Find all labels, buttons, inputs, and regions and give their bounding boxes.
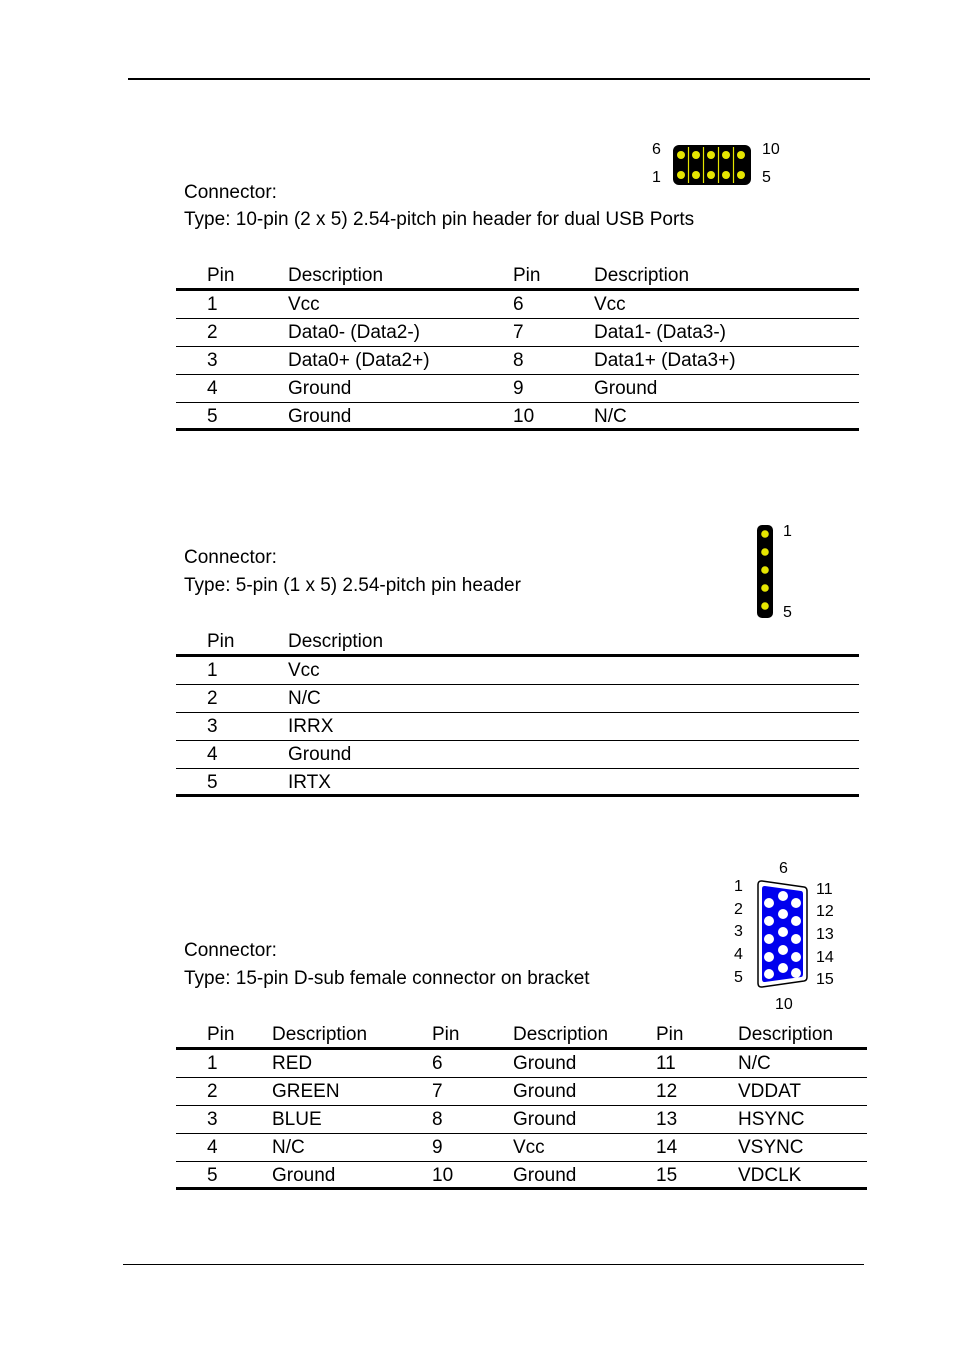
usb-type-text: Type: 10-pin (2 x 5) 2.54-pitch pin header for dual USB Ports xyxy=(184,209,695,230)
table-header xyxy=(176,1020,867,1050)
usb-connector-label: Connector: xyxy=(184,182,277,203)
pin-cell: 15 xyxy=(656,1165,678,1186)
pin-cell: 7 xyxy=(513,322,524,343)
description-cell: VSYNC xyxy=(738,1137,804,1158)
vga-pin-label-right: 11 xyxy=(816,881,833,898)
pin-cell: 1 xyxy=(207,660,218,681)
pin-cell: 5 xyxy=(207,1165,218,1186)
pin-cell: 4 xyxy=(207,1137,218,1158)
column-header: Description xyxy=(738,1024,834,1045)
table-row xyxy=(176,1162,867,1190)
pin-cell: 8 xyxy=(432,1109,443,1130)
pin-cell: 1 xyxy=(207,294,218,315)
pin-cell: 5 xyxy=(207,406,218,427)
pin-cell: 2 xyxy=(207,322,218,343)
pin-cell: 1 xyxy=(207,1053,218,1074)
description-cell: GREEN xyxy=(272,1081,340,1102)
vga-pin-table xyxy=(176,1020,867,1190)
ir-pin-label-1: 1 xyxy=(783,523,792,540)
vga-dsub-connector-icon xyxy=(754,878,810,990)
column-header: Pin xyxy=(513,265,541,286)
usb-pin-label-1: 1 xyxy=(652,169,661,186)
description-cell: Data1+ (Data3+) xyxy=(594,350,736,371)
table-row xyxy=(176,375,859,403)
column-header: Pin xyxy=(207,1024,235,1045)
usb-pin-label-6: 6 xyxy=(652,141,661,158)
pin-cell: 9 xyxy=(432,1137,443,1158)
table-row xyxy=(176,1050,867,1078)
description-cell: Data1- (Data3-) xyxy=(594,322,726,343)
description-cell: Data0- (Data2-) xyxy=(288,322,420,343)
description-cell: Vcc xyxy=(288,294,320,315)
pin-cell: 2 xyxy=(207,688,218,709)
description-cell: Ground xyxy=(288,406,352,427)
ir-pin-label-5: 5 xyxy=(783,604,792,621)
table-row xyxy=(176,685,859,713)
description-cell: Ground xyxy=(513,1109,577,1130)
table-row xyxy=(176,769,859,797)
pin-cell: 10 xyxy=(432,1165,454,1186)
description-cell: VDDAT xyxy=(738,1081,801,1102)
pin-cell: 3 xyxy=(207,716,218,737)
usb-pin-label-5: 5 xyxy=(762,169,771,186)
table-row xyxy=(176,713,859,741)
vga-pin-label-right: 15 xyxy=(816,971,834,988)
ir-connector-label: Connector: xyxy=(184,547,277,568)
description-cell: Ground xyxy=(272,1165,336,1186)
table-row xyxy=(176,403,859,431)
vga-type-text: Type: 15-pin D-sub female connector on bracket xyxy=(184,968,590,989)
description-cell: IRTX xyxy=(288,772,331,793)
column-header: Description xyxy=(288,265,384,286)
description-cell: VDCLK xyxy=(738,1165,802,1186)
pin-cell: 4 xyxy=(207,744,218,765)
vga-pin-label-left: 5 xyxy=(734,969,743,986)
pin-cell: 14 xyxy=(656,1137,678,1158)
table-row xyxy=(176,347,859,375)
pin-cell: 4 xyxy=(207,378,218,399)
description-cell: Vcc xyxy=(594,294,626,315)
vga-pin-label-left: 1 xyxy=(734,878,743,895)
description-cell: HSYNC xyxy=(738,1109,805,1130)
description-cell: N/C xyxy=(738,1053,771,1074)
top-rule xyxy=(128,78,870,80)
description-cell: Ground xyxy=(513,1165,577,1186)
pin-cell: 13 xyxy=(656,1109,678,1130)
pin-cell: 3 xyxy=(207,350,218,371)
vga-pin-label-left: 2 xyxy=(734,901,743,918)
description-cell: Ground xyxy=(513,1081,577,1102)
table-row xyxy=(176,1078,867,1106)
ir-pin-header-icon xyxy=(756,524,774,619)
column-header: Pin xyxy=(432,1024,460,1045)
pin-cell: 12 xyxy=(656,1081,678,1102)
description-cell: Data0+ (Data2+) xyxy=(288,350,430,371)
vga-pin-label-10: 10 xyxy=(775,996,793,1013)
description-cell: Vcc xyxy=(288,660,320,681)
column-header: Pin xyxy=(207,631,235,652)
vga-pin-label-left: 3 xyxy=(734,923,743,940)
table-header xyxy=(176,261,859,291)
ir-pin-table xyxy=(176,627,859,797)
pin-cell: 10 xyxy=(513,406,535,427)
table-row xyxy=(176,291,859,319)
description-cell: Ground xyxy=(288,378,352,399)
description-cell: N/C xyxy=(594,406,627,427)
pin-cell: 6 xyxy=(513,294,524,315)
pin-cell: 5 xyxy=(207,772,218,793)
usb-pin-table xyxy=(176,261,859,431)
pin-cell: 6 xyxy=(432,1053,443,1074)
vga-pin-label-right: 12 xyxy=(816,903,834,920)
pin-cell: 7 xyxy=(432,1081,443,1102)
usb-pin-header-icon xyxy=(672,144,752,186)
description-cell: IRRX xyxy=(288,716,334,737)
table-row xyxy=(176,1106,867,1134)
pin-cell: 3 xyxy=(207,1109,218,1130)
vga-pin-label-6: 6 xyxy=(779,860,788,877)
column-header: Description xyxy=(272,1024,368,1045)
column-header: Pin xyxy=(656,1024,684,1045)
column-header: Description xyxy=(288,631,384,652)
table-row xyxy=(176,1134,867,1162)
bottom-rule xyxy=(123,1264,864,1265)
vga-pin-label-right: 14 xyxy=(816,949,834,966)
ir-type-text: Type: 5-pin (1 x 5) 2.54-pitch pin header xyxy=(184,575,521,596)
vga-pin-label-left: 4 xyxy=(734,946,743,963)
table-row xyxy=(176,741,859,769)
table-row xyxy=(176,319,859,347)
pin-cell: 2 xyxy=(207,1081,218,1102)
column-header: Pin xyxy=(207,265,235,286)
description-cell: N/C xyxy=(272,1137,305,1158)
description-cell: Vcc xyxy=(513,1137,545,1158)
table-header xyxy=(176,627,859,657)
description-cell: Ground xyxy=(513,1053,577,1074)
description-cell: Ground xyxy=(288,744,352,765)
column-header: Description xyxy=(594,265,690,286)
description-cell: N/C xyxy=(288,688,321,709)
pin-cell: 8 xyxy=(513,350,524,371)
pin-cell: 11 xyxy=(656,1053,676,1074)
table-row xyxy=(176,657,859,685)
vga-connector-label: Connector: xyxy=(184,940,277,961)
vga-pin-label-right: 13 xyxy=(816,926,834,943)
description-cell: RED xyxy=(272,1053,313,1074)
usb-pin-label-10: 10 xyxy=(762,141,780,158)
description-cell: Ground xyxy=(594,378,658,399)
description-cell: BLUE xyxy=(272,1109,322,1130)
pin-cell: 9 xyxy=(513,378,524,399)
column-header: Description xyxy=(513,1024,609,1045)
